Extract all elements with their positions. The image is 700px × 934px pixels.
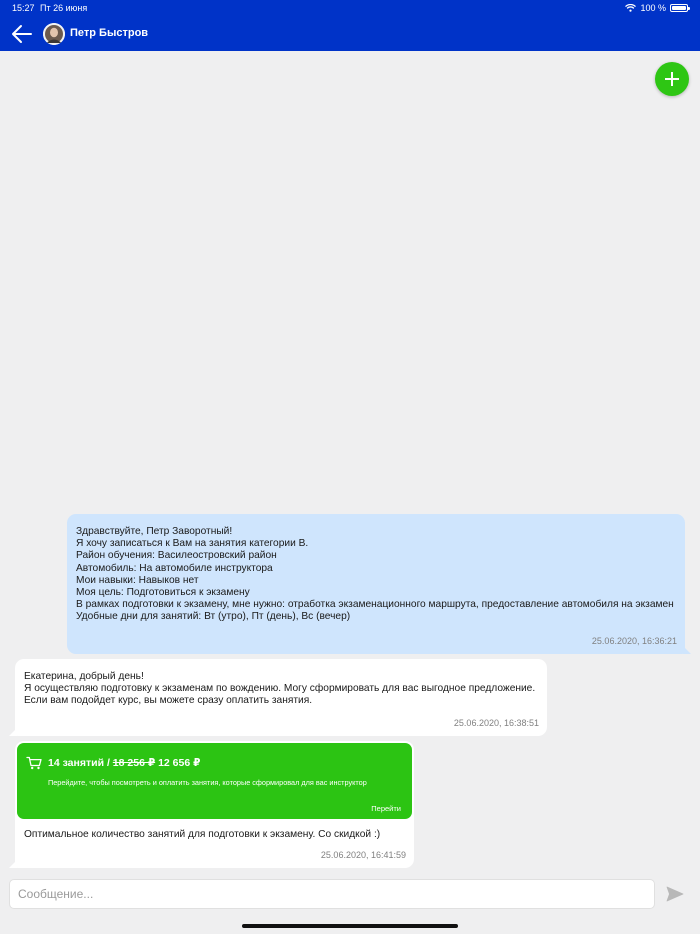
message-line: Моя цель: Подготовиться к экзамену	[76, 587, 250, 599]
message-timestamp: 25.06.2020, 16:41:59	[320, 849, 406, 860]
message-text: Оптимальное количество занятий для подготовки к экзамену. Со скидкой :)	[24, 829, 381, 840]
offer-link[interactable]: Перейти	[371, 804, 401, 813]
message-input[interactable]	[10, 880, 654, 908]
offer-lessons: 14 занятий /	[48, 757, 110, 769]
bubble-tail	[9, 728, 17, 736]
message-line: Здравствуйте, Петр Заворотный!	[76, 526, 233, 537]
add-button[interactable]	[655, 62, 689, 96]
message-line: Удобные дни для занятий: Вт (утро), Пт (день), Вс (вечер)	[76, 611, 351, 623]
message-composer	[9, 879, 655, 909]
wifi-icon	[625, 4, 636, 12]
offer-old-price: 18 256 ₽	[112, 757, 156, 769]
message-line: Район обучения: Василеостровский район	[76, 550, 277, 562]
message-line: Я хочу записаться к Вам на занятия категории B.	[76, 538, 309, 550]
cart-icon	[26, 756, 42, 770]
avatar-image	[43, 23, 65, 45]
status-time: 15:27	[12, 3, 35, 13]
message-incoming	[15, 659, 547, 736]
status-indicators	[625, 3, 688, 13]
home-indicator	[242, 924, 458, 928]
battery-icon	[670, 4, 688, 12]
arrow-left-icon[interactable]	[10, 23, 34, 45]
offer-new-price: 12 656 ₽	[158, 757, 201, 769]
message-line: Екатерина, добрый день!	[24, 671, 144, 682]
message-timestamp: 25.06.2020, 16:36:21	[591, 635, 677, 646]
bubble-tail	[9, 860, 17, 868]
message-line: Я осуществляю подготовку к экзаменам по вождению. Могу сформировать для вас выгодное предложение.	[24, 683, 536, 695]
chat-header	[0, 0, 700, 51]
status-date: Пт 26 июня	[40, 3, 88, 13]
offer-card[interactable]	[17, 743, 412, 819]
message-timestamp: 25.06.2020, 16:38:51	[453, 717, 539, 728]
message-line: В рамках подготовки к экзамену, мне нужно: отработка экзаменационного маршрута, предоставление автомобиля на экзамен	[76, 599, 674, 611]
message-line: Автомобиль: На автомобиле инструктора	[76, 562, 273, 574]
offer-description: Перейдите, чтобы посмотреть и оплатить занятия, которые сформировал для вас инструктор	[48, 778, 367, 787]
message-outgoing	[67, 514, 685, 654]
message-line: Если вам подойдет курс, вы можете сразу оплатить занятия.	[24, 695, 313, 707]
message-offer	[15, 741, 414, 868]
battery-percent: 100 %	[640, 3, 666, 13]
offer-title	[48, 757, 200, 769]
status-bar	[0, 0, 700, 17]
contact-name: Петр Быстров	[70, 27, 149, 39]
battery-fill	[672, 6, 686, 10]
send-icon[interactable]	[666, 886, 684, 902]
message-line: Мои навыки: Навыков нет	[76, 574, 199, 586]
avatar[interactable]	[43, 23, 65, 45]
bubble-tail	[683, 646, 691, 654]
